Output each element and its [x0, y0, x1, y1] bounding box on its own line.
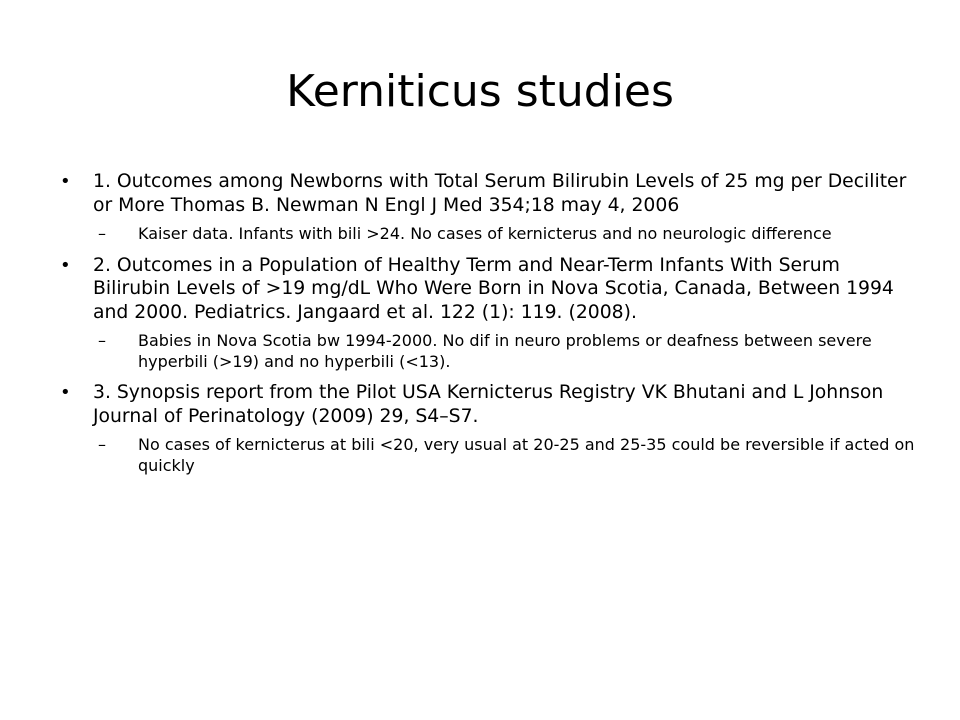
sub-text: Babies in Nova Scotia bw 1994-2000. No dif in neuro problems or deafness between severe hyperbili (>19) and no hyperbili (<13). — [138, 331, 872, 371]
slide-title: Kerniticus studies — [286, 66, 674, 117]
sub-text: Kaiser data. Infants with bili >24. No cases of kernicterus and no neurologic difference — [138, 224, 832, 243]
bullet-item-1 — [60, 170, 920, 217]
sub-text: No cases of kernicterus at bili <20, very usual at 20-25 and 25-35 could be reversible if acted on quickly — [138, 435, 915, 475]
bullet-item-2 — [60, 254, 920, 325]
dash-marker: – — [98, 435, 106, 454]
dash-marker: – — [98, 331, 106, 350]
bullet-text: 1. Outcomes among Newborns with Total Serum Bilirubin Levels of 25 mg per Deciliter or More Thomas B. Newman N Engl J Med 354;18 may 4, 2006 — [93, 171, 907, 216]
sub-item-3 — [93, 435, 920, 476]
bullet-item-3 — [60, 381, 920, 428]
bullet-marker: • — [60, 171, 71, 192]
bullet-marker: • — [60, 254, 71, 276]
dash-marker: – — [98, 224, 106, 243]
sub-item-1 — [93, 224, 920, 245]
sub-item-2 — [93, 331, 920, 372]
bullet-text: 3. Synopsis report from the Pilot USA Kernicterus Registry VK Bhutani and L Johnson Journal of Perinatology (2009) 29, S4–S7. — [93, 382, 884, 427]
slide-content — [60, 170, 920, 485]
bullet-marker: • — [60, 382, 71, 403]
bullet-text: 2. Outcomes in a Population of Healthy Term and Near-Term Infants With Serum Bilirubin Levels of >19 mg/dL Who Were Born in Nova Scotia, Canada, Between 1994 and 2000. Pediatrics. Jangaard et al. 122 (1): 119. (2008). — [93, 254, 894, 323]
